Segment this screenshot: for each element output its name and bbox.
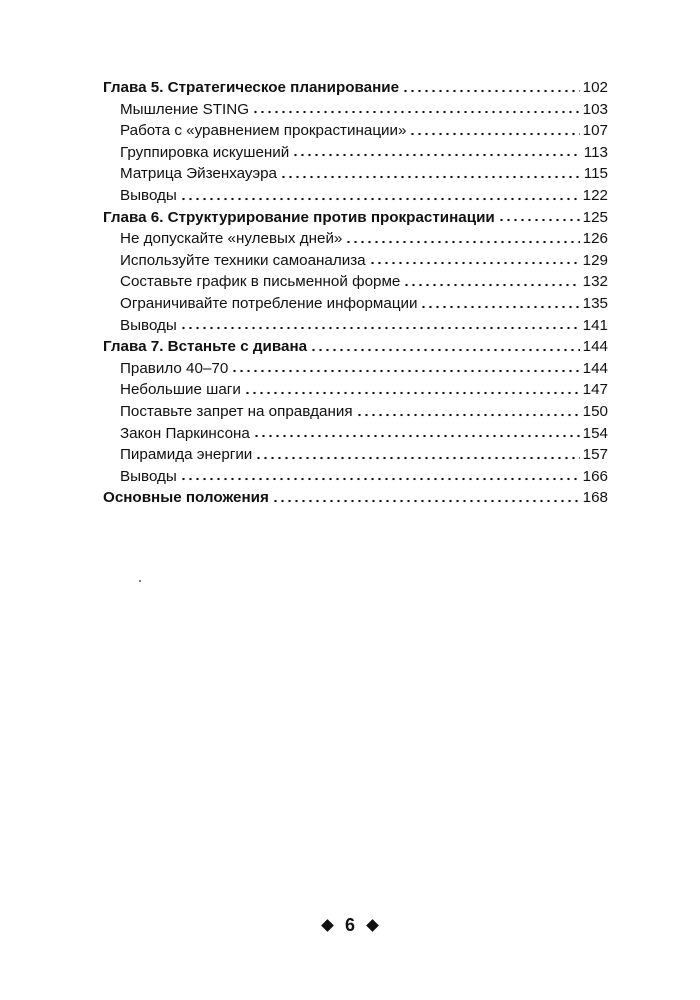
toc-dot-leader xyxy=(244,391,580,395)
toc-entry-title: Поставьте запрет на оправдания xyxy=(120,402,353,420)
toc-entry-title: Глава 7. Встаньте с дивана xyxy=(103,338,308,356)
toc-section-entry xyxy=(103,315,608,337)
toc-entry-page-number: 115 xyxy=(583,165,608,183)
toc-entry-title: Выводы xyxy=(120,467,177,485)
toc-entry-title: Составьте график в письменной форме xyxy=(120,273,401,291)
toc-entry-page-number: 147 xyxy=(582,381,608,399)
toc-entry-page-number: 150 xyxy=(582,402,608,420)
toc-entry-page-number: 102 xyxy=(582,79,608,96)
toc-section-entry xyxy=(103,466,608,488)
toc-entry-page-number: 144 xyxy=(582,338,608,356)
toc-chapter-entry xyxy=(103,336,608,358)
toc-dot-leader xyxy=(310,348,580,352)
toc-entry-title: Небольшие шаги xyxy=(120,381,241,399)
toc-entry-title: Не допускайте «нулевых дней» xyxy=(120,230,343,248)
toc-entry-page-number: 154 xyxy=(582,424,608,442)
toc-entry-title: Пирамида энергии xyxy=(120,446,253,464)
toc-dot-leader xyxy=(252,110,580,114)
toc-entry-page-number: 122 xyxy=(582,186,608,204)
table-of-contents xyxy=(103,77,608,509)
toc-section-entry xyxy=(103,142,608,164)
toc-entry-page-number: 132 xyxy=(582,273,608,291)
toc-chapter-entry xyxy=(103,487,608,509)
toc-entry-title: Правило 40–70 xyxy=(120,359,229,377)
toc-entry-title: Работа с «уравнением прокрастинации» xyxy=(120,122,407,140)
toc-entry-page-number: 107 xyxy=(582,122,608,140)
toc-dot-leader xyxy=(403,283,579,287)
toc-entry-page-number: 129 xyxy=(582,251,608,269)
toc-dot-leader xyxy=(231,369,579,373)
toc-section-entry xyxy=(103,163,608,185)
toc-entry-title: Выводы xyxy=(120,186,177,204)
toc-section-entry xyxy=(103,444,608,466)
toc-section-entry xyxy=(103,423,608,445)
toc-entry-title: Мышление STING xyxy=(120,100,250,118)
toc-entry-page-number: 125 xyxy=(582,208,608,226)
toc-dot-leader xyxy=(402,89,580,93)
print-speck xyxy=(139,580,141,582)
toc-section-entry xyxy=(103,379,608,401)
toc-section-entry xyxy=(103,120,608,142)
toc-entry-title: Ограничивайте потребление информации xyxy=(120,294,418,312)
toc-entry-title: Группировка искушений xyxy=(120,143,290,161)
toc-entry-title: Используйте техники самоанализа xyxy=(120,251,366,269)
diamond-ornament-left xyxy=(321,919,334,932)
toc-dot-leader xyxy=(420,305,579,309)
toc-section-entry xyxy=(103,99,608,121)
toc-dot-leader xyxy=(292,153,581,157)
toc-dot-leader xyxy=(498,218,580,222)
toc-entry-page-number: 126 xyxy=(582,230,608,248)
page-number: 6 xyxy=(344,915,355,935)
page-footer xyxy=(0,914,700,936)
toc-entry-page-number: 144 xyxy=(582,359,608,377)
toc-dot-leader xyxy=(356,413,580,417)
toc-entry-page-number: 166 xyxy=(582,467,608,485)
toc-entry-page-number: 157 xyxy=(582,446,608,464)
toc-dot-leader xyxy=(180,477,580,481)
toc-section-entry xyxy=(103,228,608,250)
toc-dot-leader xyxy=(280,175,581,179)
toc-dot-leader xyxy=(180,197,580,201)
toc-section-entry xyxy=(103,185,608,207)
toc-entry-page-number: 113 xyxy=(583,143,608,161)
toc-entry-title: Выводы xyxy=(120,316,177,334)
toc-section-entry xyxy=(103,293,608,315)
diamond-ornament-right xyxy=(366,919,379,932)
toc-section-entry xyxy=(103,271,608,293)
toc-entry-page-number: 135 xyxy=(582,294,608,312)
toc-section-entry xyxy=(103,401,608,423)
toc-dot-leader xyxy=(180,326,580,330)
toc-entry-page-number: 168 xyxy=(582,489,608,507)
toc-dot-leader xyxy=(409,132,579,136)
toc-chapter-entry xyxy=(103,207,608,229)
toc-entry-title: Матрица Эйзенхауэра xyxy=(120,165,277,183)
toc-entry-title: Глава 5. Стратегическое планирование xyxy=(103,79,400,96)
toc-chapter-entry xyxy=(103,77,608,99)
toc-dot-leader xyxy=(345,240,579,244)
toc-entry-title: Закон Паркинсона xyxy=(120,424,250,442)
toc-dot-leader xyxy=(272,499,580,503)
toc-entry-title: Основные положения xyxy=(103,489,269,507)
toc-dot-leader xyxy=(253,434,580,438)
toc-dot-leader xyxy=(369,261,580,265)
toc-entry-title: Глава 6. Структурирование против прокрастинации xyxy=(103,208,495,226)
toc-section-entry xyxy=(103,250,608,272)
toc-section-entry xyxy=(103,358,608,380)
toc-dot-leader xyxy=(255,456,579,460)
toc-entry-page-number: 103 xyxy=(582,100,608,118)
toc-entry-page-number: 141 xyxy=(582,316,608,334)
